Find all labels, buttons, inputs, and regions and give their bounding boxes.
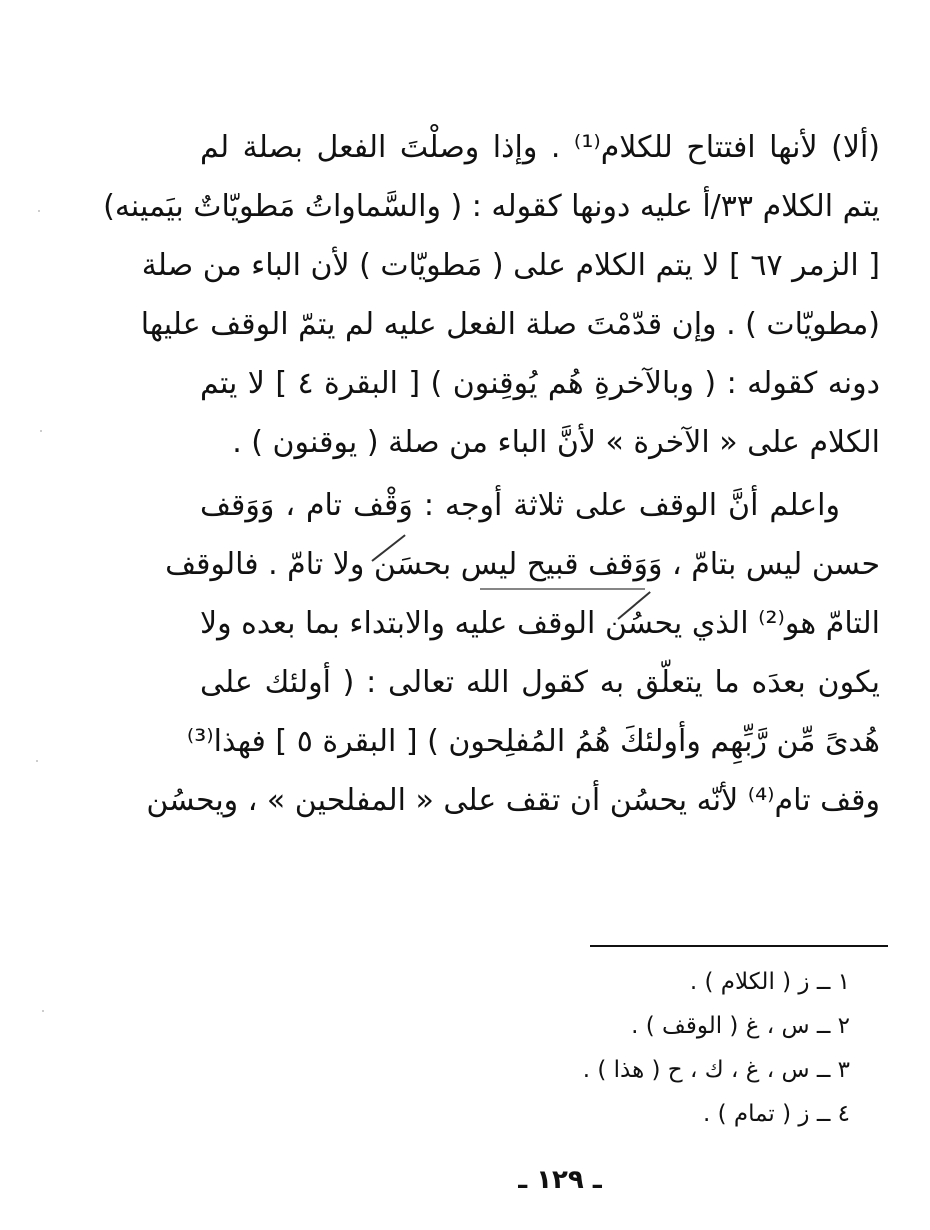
text-line: يكون بعدَه ما يتعلّق به كقول الله تعالى : ( أولئك على bbox=[200, 665, 880, 700]
main-text bbox=[103, 118, 880, 830]
text-line: يتم الكلام ٣٣/أ عليه دونها كقوله : ( والسَّماواتُ مَطويّاتٌ بيَمينه) bbox=[103, 189, 880, 224]
footnote-item: ١ ــ ز ( الكلام ) . bbox=[689, 969, 850, 995]
scan-speck bbox=[36, 760, 38, 762]
footnote-item: ٢ ــ س ، غ ( الوقف ) . bbox=[631, 1013, 850, 1039]
text-line: واعلم أنَّ الوقف على ثلاثة أوجه : وَقْف تام ، وَوَقف bbox=[200, 488, 840, 523]
text-line: الكلام على « الآخرة » لأنَّ الباء من صلة ( يوقنون ) . bbox=[232, 425, 880, 460]
scan-speck bbox=[38, 210, 40, 212]
handwritten-underline bbox=[480, 588, 645, 590]
paragraph-1 bbox=[103, 118, 880, 472]
text-line: هُدىً مِّن رَّبِّهِم وأولئكَ هُمُ المُفلِحون ) [ البقرة ٥ ] فهذا⁽³⁾ bbox=[186, 724, 880, 759]
text-line: التامّ هو⁽²⁾ الذي يحسُن الوقف عليه والابتداء بما بعده ولا bbox=[200, 606, 880, 641]
text-line: [ الزمر ٦٧ ] لا يتم الكلام على ( مَطويّات ) لأن الباء من صلة bbox=[141, 248, 880, 283]
page-number: ـ ١٢٩ ـ bbox=[518, 1165, 602, 1195]
text-line: (مطويّات ) . وإن قدّمْتَ صلة الفعل عليه لم يتمّ الوقف عليها bbox=[140, 307, 880, 342]
scan-speck bbox=[42, 1010, 44, 1012]
text-line: دونه كقوله : ( وبالآخرةِ هُم يُوقِنون ) [ البقرة ٤ ] لا يتم bbox=[200, 366, 880, 401]
footnote-separator bbox=[590, 945, 888, 947]
paragraph-2 bbox=[146, 476, 880, 830]
footnote-item: ٤ ــ ز ( تمام ) . bbox=[702, 1101, 850, 1127]
text-line: وقف تام⁽⁴⁾ لأنّه يحسُن أن تقف على « المفلحين » ، ويحسُن bbox=[146, 783, 880, 818]
text-line: حسن ليس بتامّ ، وَوَقف قبيح ليس بحسَن ولا تامّ . فالوقف bbox=[165, 547, 880, 582]
scan-speck bbox=[40, 430, 42, 432]
footnotes bbox=[520, 960, 850, 1136]
text-line: (ألا) لأنها افتتاح للكلام⁽¹⁾ . وإذا وصلْتَ الفعل بصلة لم bbox=[200, 130, 880, 165]
footnote-item: ٣ ــ س ، غ ، ك ، ح ( هذا ) . bbox=[582, 1057, 850, 1083]
